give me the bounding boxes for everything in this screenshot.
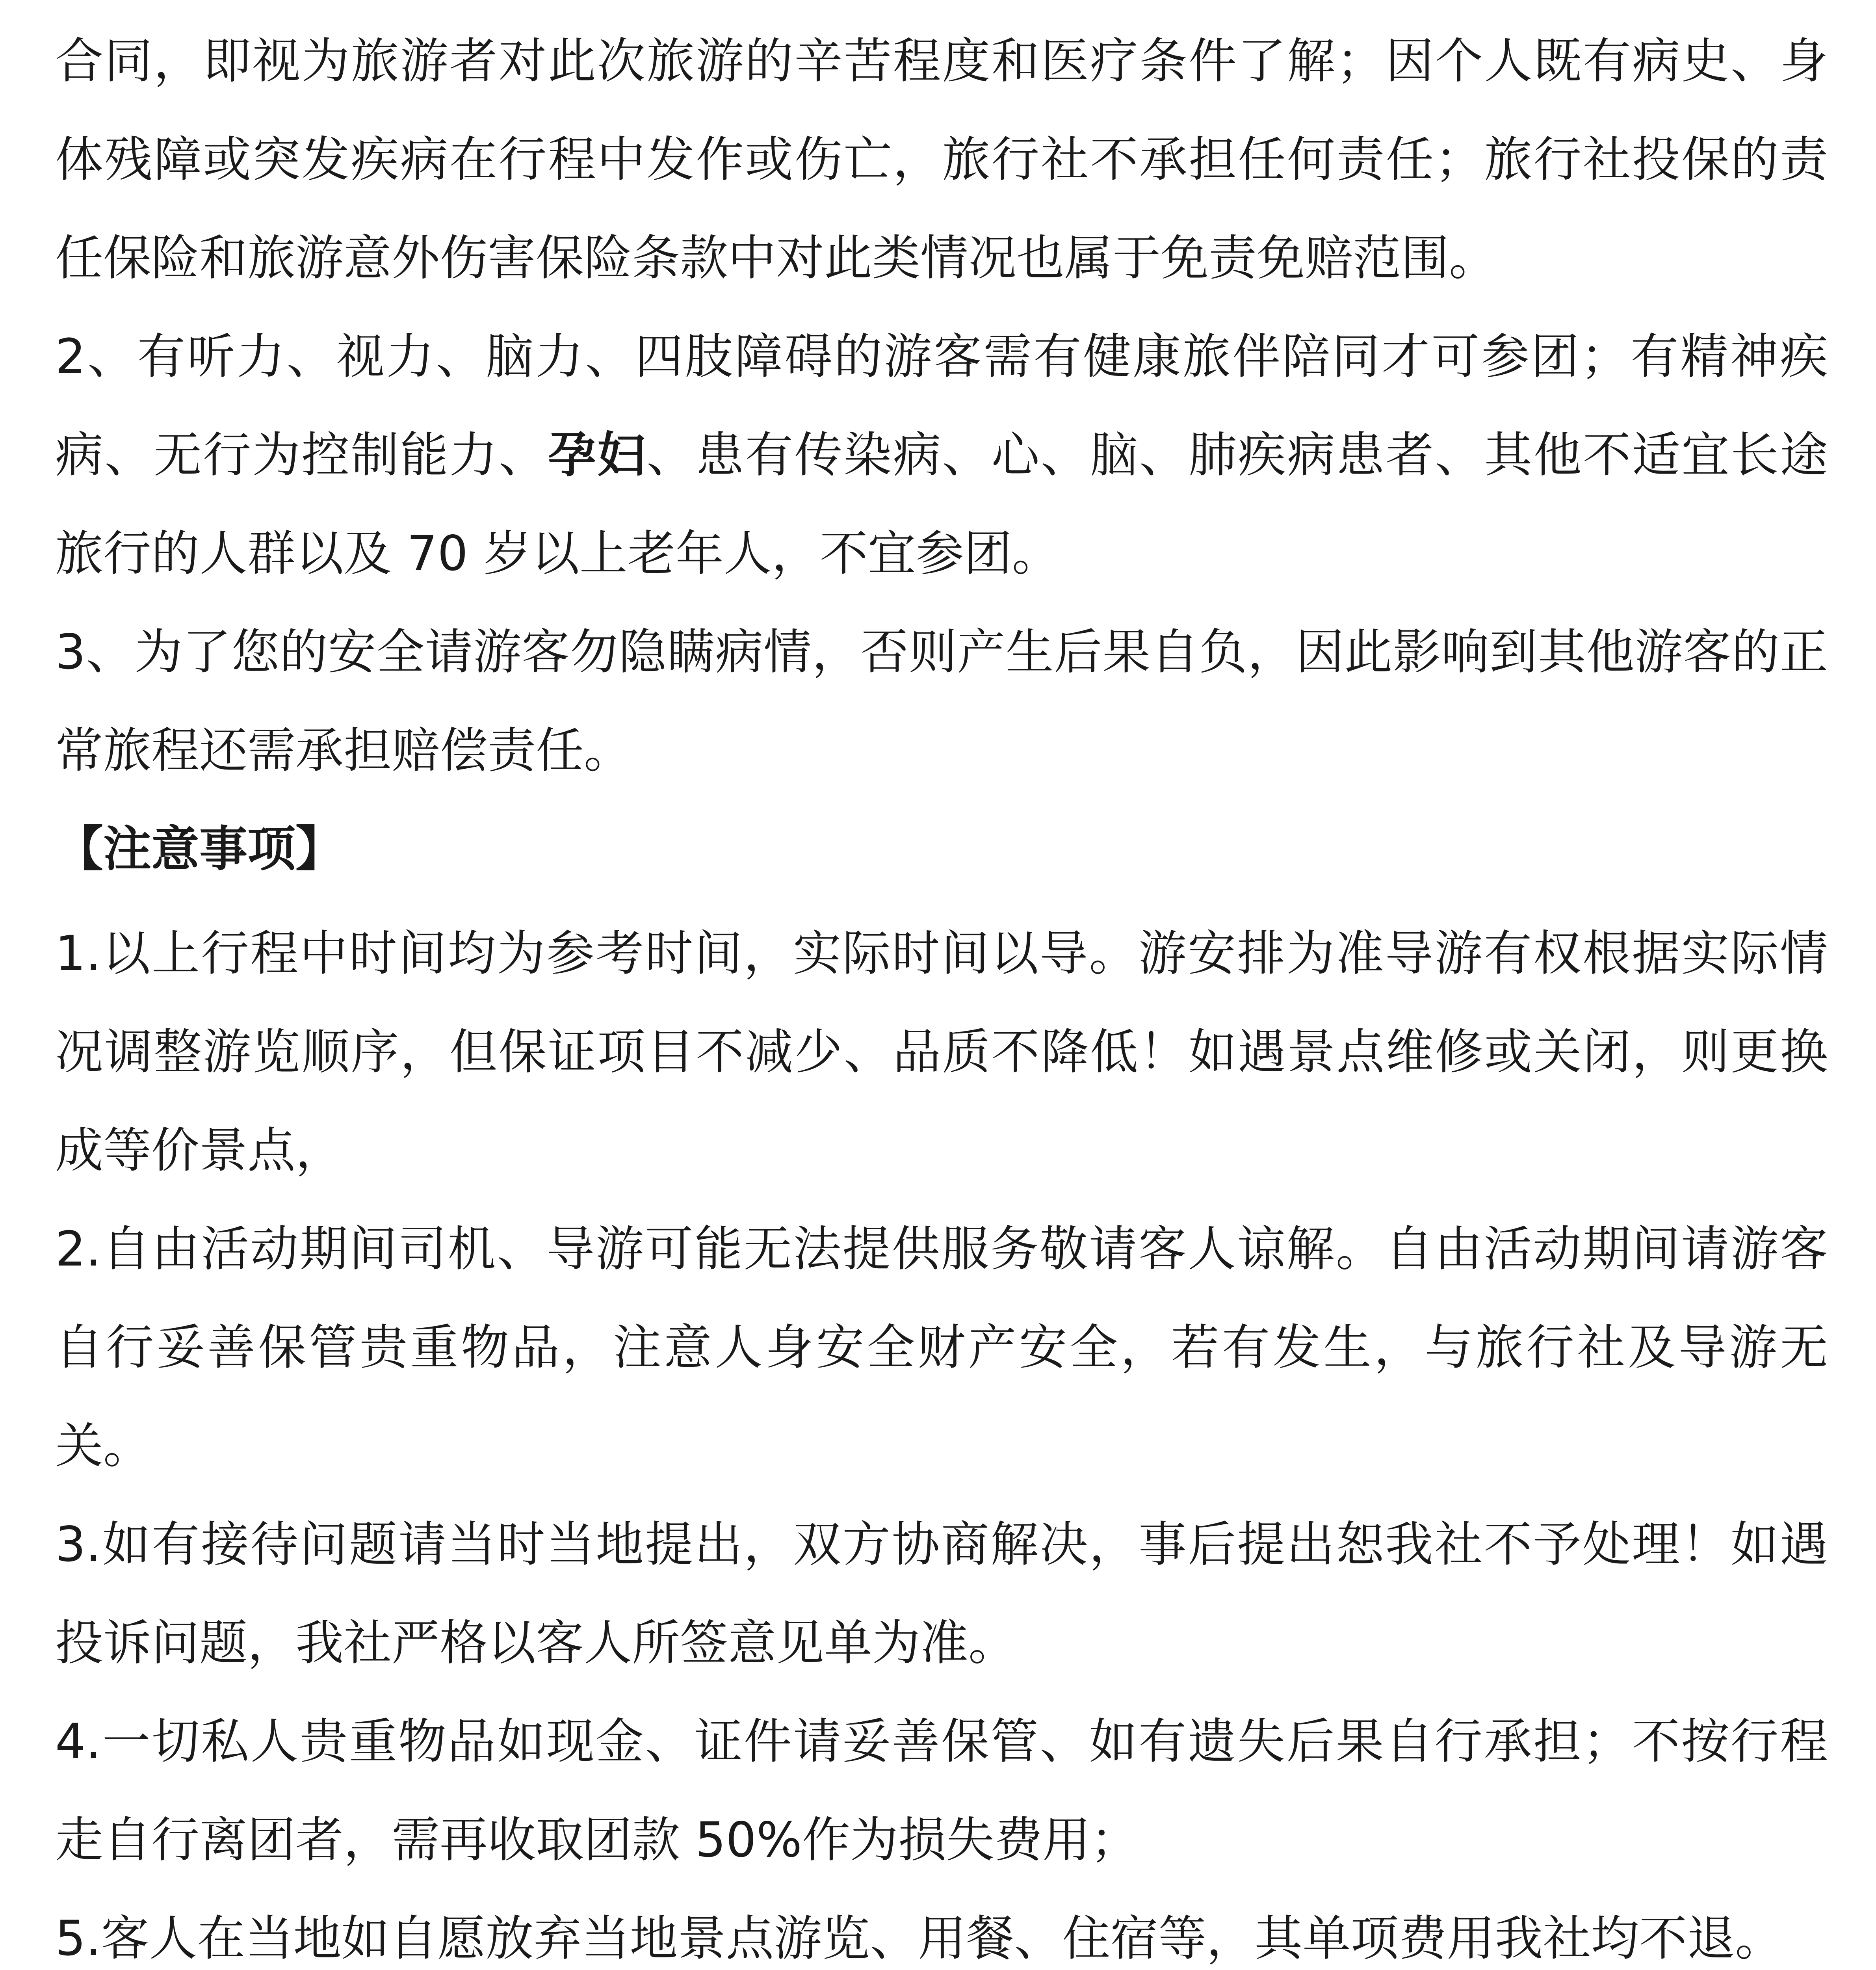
health-paragraph-2 — [55, 307, 1828, 603]
note-item-1: 1.以上行程中时间均为参考时间，实际时间以导。游安排为准导游有权根据实际情况调整游览顺序，但保证项目不减少、品质不降低！如遇景点维修或关闭，则更换成等价景点， — [55, 926, 1828, 1178]
note-item-4: 4.一切私人贵重物品如现金、证件请妥善保管、如有遗失后果自行承担；不按行程走自行离团者，需再收取团款 50%作为损失费用； — [55, 1714, 1828, 1868]
note-item-3: 3.如有接待问题请当时当地提出，双方协商解决，事后提出恕我社不予处理！如遇投诉问题，我社严格以客人所签意见单为准。 — [55, 1517, 1828, 1671]
health-paragraph-2-text-a: 2、有听力、视力、脑力、四肢障碍的游客需有健康旅伴陪同才可参团；有精神疾病、无行为控制能力、 — [55, 329, 1828, 483]
health-paragraph-3: 3、为了您的安全请游客勿隐瞒病情，否则产生后果自负，因此影响到其他游客的正常旅程还需承担赔偿责任。 — [55, 624, 1828, 779]
notes-heading: 【注意事项】 — [55, 821, 344, 877]
note-item-2: 2.自由活动期间司机、导游可能无法提供服务敬请客人谅解。自由活动期间请游客自行妥善保管贵重物品，注意人身安全财产安全，若有发生，与旅行社及导游无关。 — [55, 1221, 1828, 1474]
note-item-5: 5.客人在当地如自愿放弃当地景点游览、用餐、住宿等，其单项费用我社均不退。 — [55, 1911, 1783, 1966]
document-page — [55, 12, 1828, 1970]
health-paragraph-2-text-b: 、患有传染病、心、脑、肺疾病患者、其他不适宜长途旅行的人群以及 70 岁以上老年人，不宜参团。 — [55, 427, 1828, 582]
health-paragraph-1: 合同，即视为旅游者对此次旅游的辛苦程度和医疗条件了解；因个人既有病史、身体残障或突发疾病在行程中发作或伤亡，旅行社不承担任何责任；旅行社投保的责任保险和旅游意外伤害保险条款中对此类情况也属于免责免赔范围。 — [55, 33, 1828, 286]
health-paragraph-2-bold: 孕妇 — [548, 427, 647, 483]
